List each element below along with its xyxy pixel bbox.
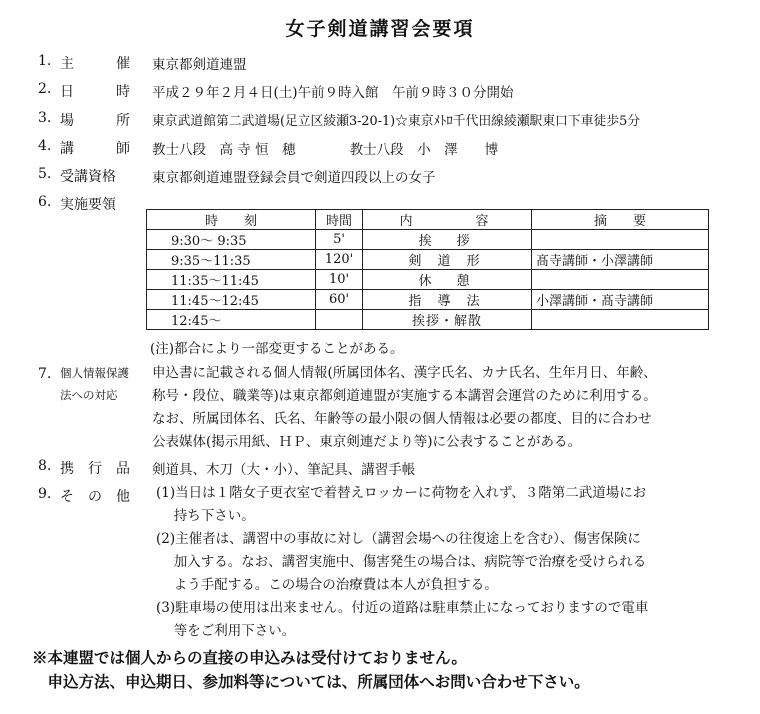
duration-cell: 120' [316, 250, 363, 270]
item-number: 5. [38, 166, 52, 182]
duration-cell: 10' [316, 270, 363, 290]
text-line: よう手配する。この場合の治療費は本人が負担する。 [156, 577, 498, 593]
text-line: (1)当日は１階女子更衣室で着替えロッカーに荷物を入れず、３階第二武道場にお [156, 485, 647, 501]
item-label-line2: 法への対応 [60, 388, 118, 402]
text-line: (2)主催者は、講習中の事故に対し（講習会場への往復途上を含む）、傷害保険に [156, 531, 641, 547]
content-cell: 挨 拶 [363, 230, 532, 250]
item-number: 2. [38, 81, 52, 97]
text-line: 称号・段位、職業等)は東京都剣道連盟が実施する本講習会運営のために利用する。 [152, 388, 657, 404]
privacy-text [152, 362, 752, 454]
table-row [147, 290, 709, 310]
item-label: 場 所 [60, 113, 130, 129]
content-cell: 挨拶・解散 [363, 310, 532, 330]
note-cell: 髙寺講師・小澤講師 [532, 250, 709, 270]
time-cell: 9:35～11:35 [147, 250, 316, 270]
duration-cell [316, 310, 363, 330]
item-value: 平成２９年２月４日(土)午前９時入館 午前９時３０分開始 [152, 85, 514, 101]
column-header-time: 時 刻 [147, 210, 316, 230]
item-label: 受講資格 [60, 169, 116, 185]
text-line: 公表媒体(掲示用紙、ＨＰ、東京剣連だより等)に公表することがある。 [152, 434, 582, 450]
item-value: 教士八段 高 寺 恒 穂 教士八段 小 澤 博 [152, 142, 499, 158]
table-row [147, 230, 709, 250]
notice-line-1: ※本連盟では個人からの直接の申込みは受付けておりません。 [32, 648, 467, 667]
column-header-note: 摘 要 [532, 210, 709, 230]
table-header-row [147, 210, 709, 230]
time-cell: 12:45～ [147, 310, 316, 330]
item-number: 1. [38, 53, 52, 69]
time-cell: 9:30～ 9:35 [147, 230, 316, 250]
item-label: 日 時 [60, 84, 130, 100]
item-number: 4. [38, 138, 52, 154]
column-header-content: 内 容 [363, 210, 532, 230]
text-line: 加入する。なお、講習実施中、傷害発生の場合は、病院等で治療を受けられる [156, 554, 647, 570]
text-line: (3)駐車場の使用は出来ません。付近の道路は駐車禁止になっておりますので電車 [156, 600, 649, 616]
item-number: 3. [38, 110, 52, 126]
item-value: 剣道具、木刀（大・小）、筆記具、講習手帳 [152, 462, 416, 478]
time-cell: 11:45～12:45 [147, 290, 316, 310]
text-line: 等をご利用下さい。 [156, 623, 296, 639]
note-3 [156, 597, 746, 643]
item-number: 9. [38, 486, 52, 502]
content-cell: 休 憩 [363, 270, 532, 290]
duration-cell: 60' [316, 290, 363, 310]
document-title: 女子剣道講習会要項 [285, 18, 475, 40]
note-cell [532, 310, 709, 330]
item-label: 携 行 品 [60, 461, 130, 477]
table-row [147, 270, 709, 290]
note-cell: 小澤講師・髙寺講師 [532, 290, 709, 310]
table-row [147, 250, 709, 270]
column-header-duration: 時間 [316, 210, 363, 230]
table-row [147, 310, 709, 330]
schedule-table [146, 209, 709, 330]
notice-line-2: 申込方法、申込期日、参加料等については、所属団体へお問い合わせ下さい。 [32, 672, 590, 691]
text-line: 申込書に記載される個人情報(所属団体名、漢字氏名、カナ氏名、生年月日、年齢、 [152, 365, 657, 381]
note-cell [532, 270, 709, 290]
note-cell [532, 230, 709, 250]
item-value: 東京武道館第二武道場(足立区綾瀬3-20-1)☆東京ﾒﾄﾛ千代田線綾瀬駅東口下車徒歩5分 [152, 114, 641, 129]
content-cell: 剣 道 形 [363, 250, 532, 270]
item-label: 講 師 [60, 141, 130, 157]
text-line: 持ち下さい。 [156, 508, 255, 524]
item-label: そ の 他 [60, 489, 130, 505]
content-cell: 指 導 法 [363, 290, 532, 310]
item-number: 8. [38, 458, 52, 474]
item-number: 6. [38, 194, 52, 210]
text-line: なお、所属団体名、氏名、年齢等の最小限の個人情報は必要の都度、目的に合わせ [152, 411, 652, 427]
note-1 [156, 482, 746, 528]
other-notes [156, 482, 746, 643]
item-label: 主 催 [60, 56, 130, 72]
time-cell: 11:35～11:45 [147, 270, 316, 290]
item-label-line1: 個人情報保護 [60, 366, 129, 380]
item-number: 7. [38, 366, 52, 382]
item-value: 東京都剣道連盟登録会員で剣道四段以上の女子 [152, 170, 436, 186]
note-2 [156, 528, 746, 597]
schedule-footnote: (注)都合により一部変更することがある。 [150, 341, 404, 357]
item-value: 東京都剣道連盟 [152, 57, 247, 73]
item-label: 実施要領 [60, 197, 116, 213]
duration-cell: 5' [316, 230, 363, 250]
